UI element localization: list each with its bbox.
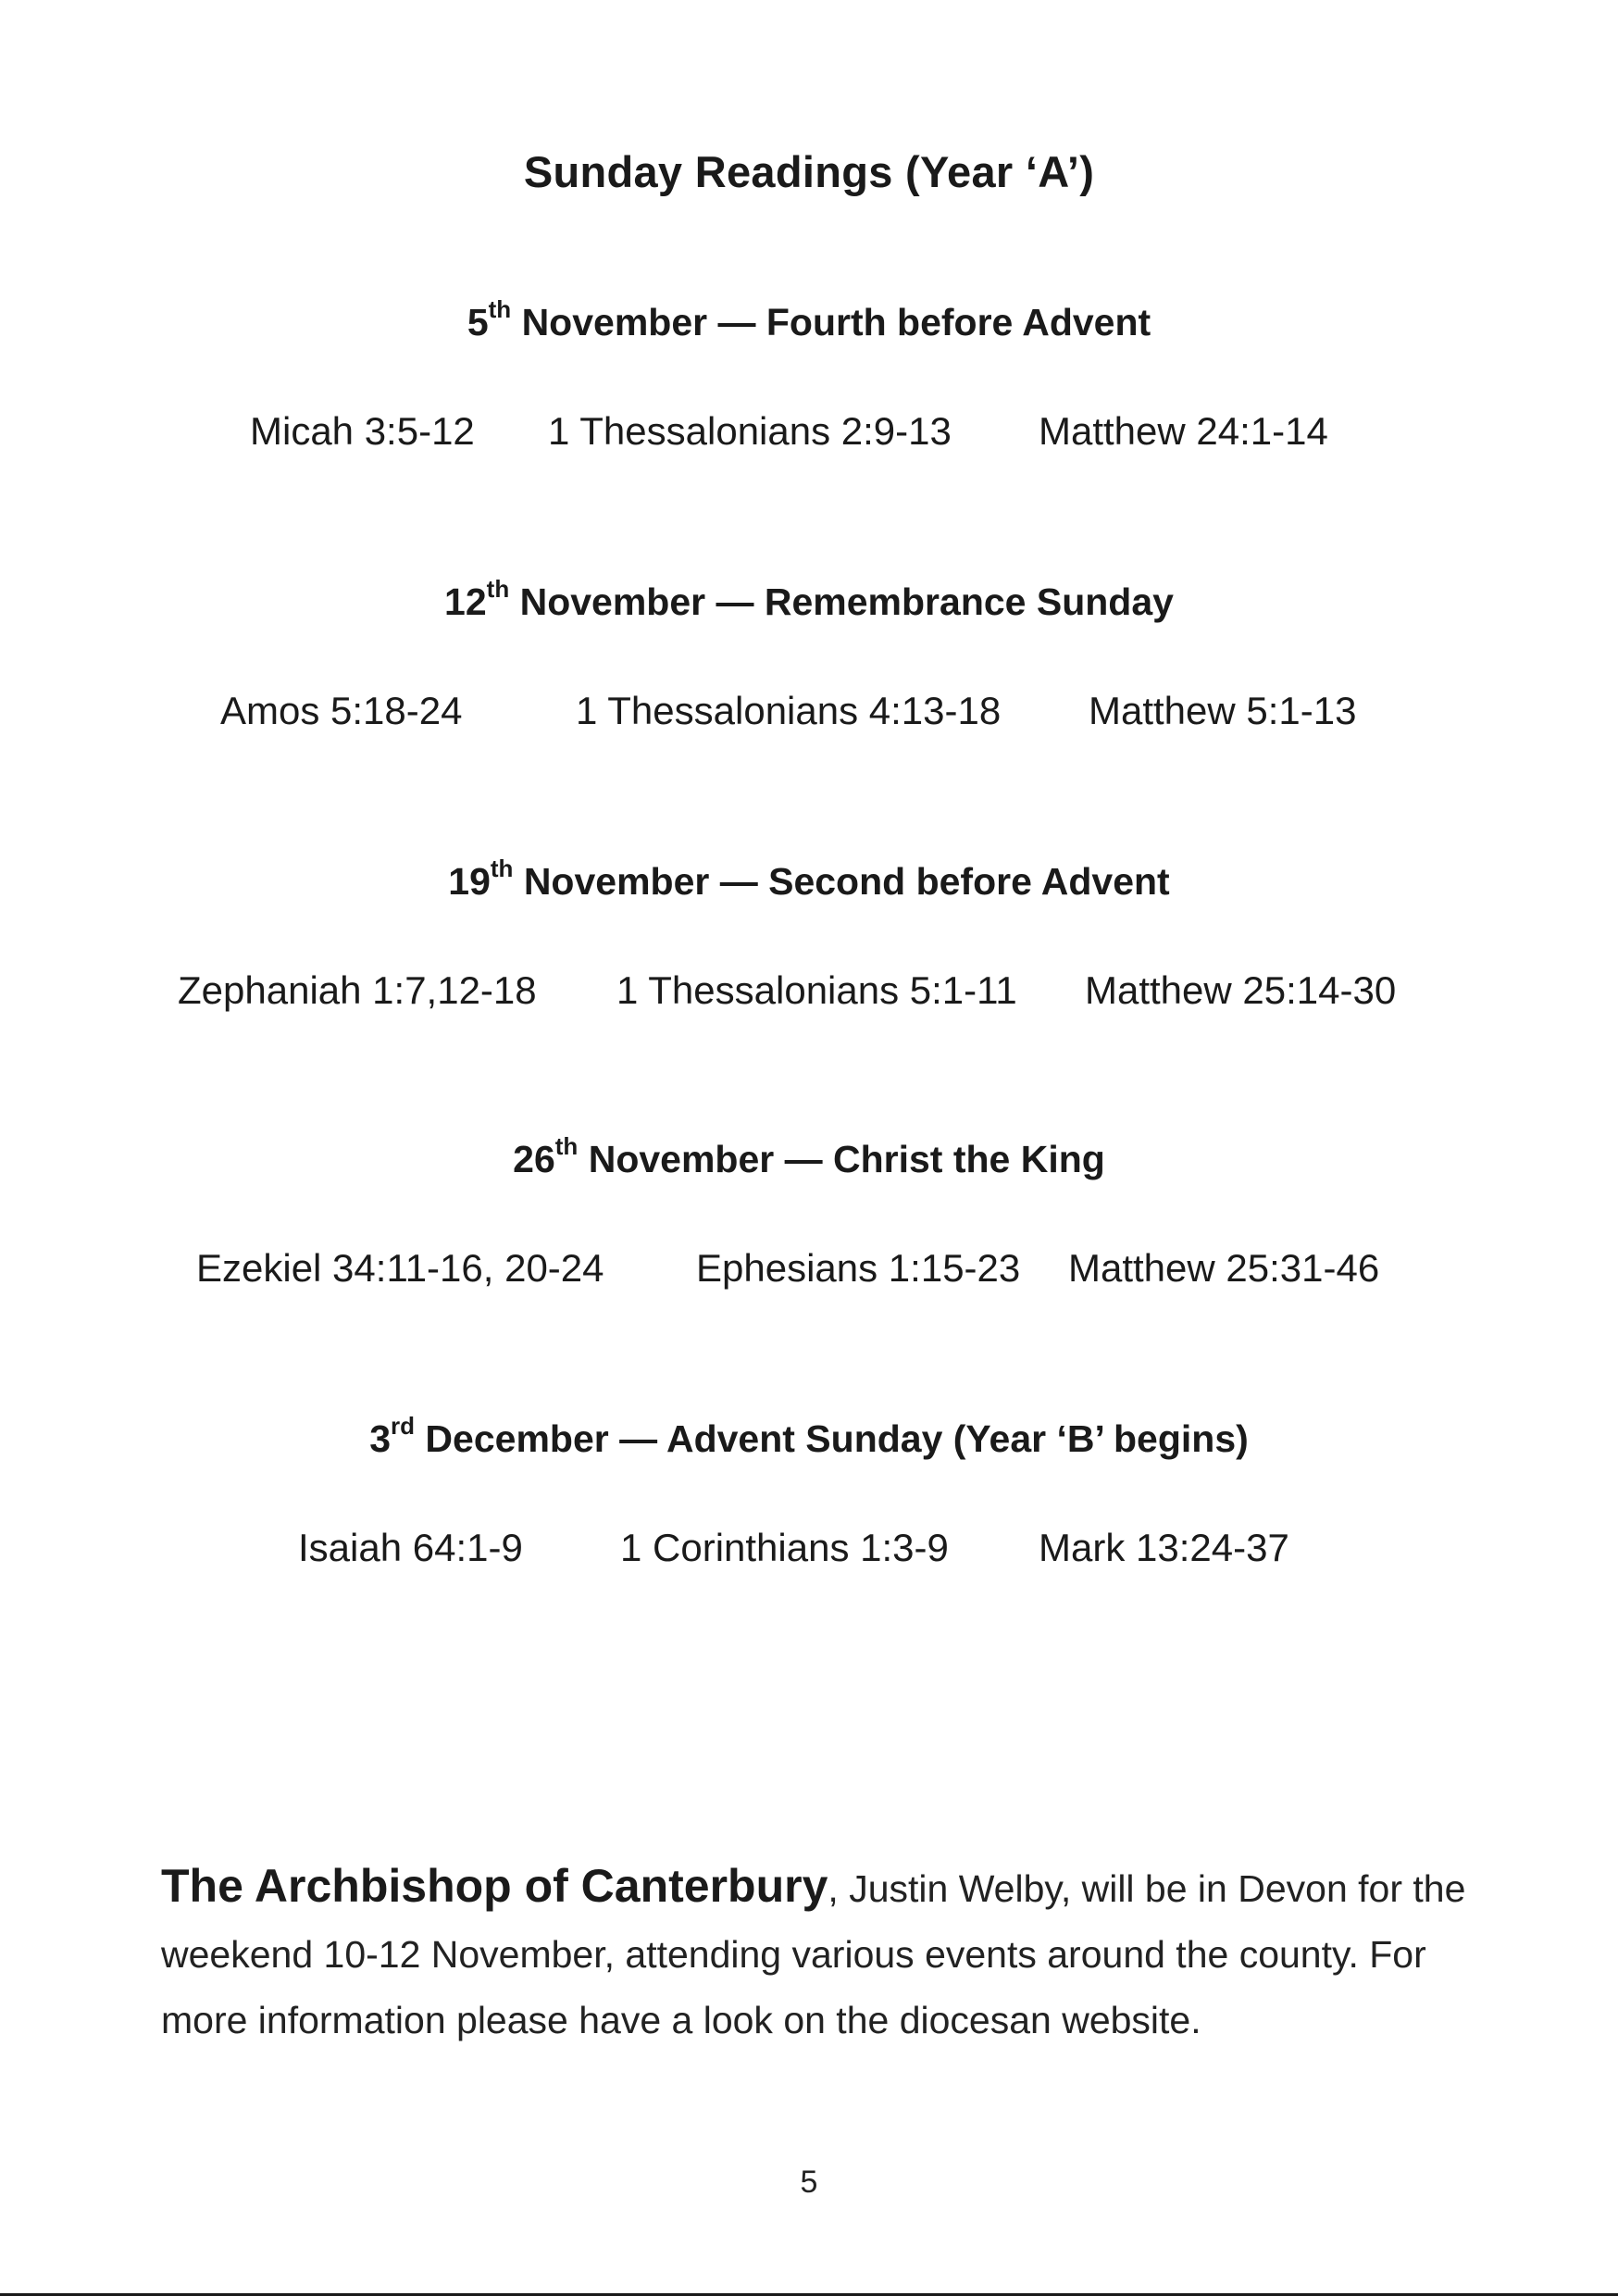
gospel-reference: Matthew 5:1-13 <box>1089 689 1357 732</box>
reading-references <box>0 1241 1618 1296</box>
reading-occasion: November — Remembrance Sunday <box>509 580 1174 623</box>
notice-lead: The Archbishop of Canterbury <box>161 1860 828 1912</box>
old-testament-reference: Zephaniah 1:7,12-18 <box>178 968 537 1012</box>
old-testament-reference: Ezekiel 34:11-16, 20-24 <box>196 1246 604 1290</box>
old-testament-reference: Amos 5:18-24 <box>220 689 463 732</box>
reading-day: 5 <box>467 301 489 343</box>
reading-day-suffix: th <box>490 855 514 883</box>
reading-day: 19 <box>448 860 491 903</box>
reading-day-suffix: th <box>488 295 512 324</box>
reading-occasion: November — Christ the King <box>578 1138 1105 1180</box>
reading-day: 26 <box>513 1138 555 1180</box>
old-testament-reference: Isaiah 64:1-9 <box>298 1526 523 1569</box>
reading-references <box>0 1520 1618 1576</box>
reading-occasion: November — Second before Advent <box>513 860 1170 903</box>
reading-heading <box>0 574 1618 630</box>
reading-day-suffix: th <box>554 1132 579 1161</box>
epistle-reference: 1 Thessalonians 5:1-11 <box>616 968 1017 1012</box>
reading-block <box>0 854 1618 1018</box>
reading-references <box>0 963 1618 1018</box>
reading-day: 12 <box>444 580 487 623</box>
reading-heading <box>0 294 1618 350</box>
page-title: Sunday Readings (Year ‘A’) <box>523 147 1095 196</box>
reading-day-suffix: th <box>486 575 510 604</box>
epistle-reference: 1 Thessalonians 2:9-13 <box>548 409 952 453</box>
reading-day-suffix: rd <box>391 1412 416 1441</box>
reading-references <box>0 404 1618 459</box>
reading-block <box>0 1131 1618 1296</box>
epistle-reference: 1 Thessalonians 4:13-18 <box>576 689 1002 732</box>
notice-body: , Justin Welby, will be in Devon for the weekend 10-12 November, attending various events around the county. For more information please have a look on the diocesan website. <box>161 1867 1466 2041</box>
reading-heading <box>0 1131 1618 1187</box>
reading-references <box>0 683 1618 739</box>
reading-block <box>0 1411 1618 1576</box>
reading-block <box>0 294 1618 459</box>
gospel-reference: Mark 13:24-37 <box>1039 1526 1289 1569</box>
old-testament-reference: Micah 3:5-12 <box>250 409 475 453</box>
reading-heading <box>0 854 1618 909</box>
page-number: 5 <box>800 2165 818 2200</box>
reading-occasion: November — Fourth before Advent <box>511 301 1151 343</box>
gospel-reference: Matthew 25:31-46 <box>1068 1246 1380 1290</box>
reading-occasion: December — Advent Sunday (Year ‘B’ begins) <box>415 1417 1249 1460</box>
reading-day: 3 <box>369 1417 392 1460</box>
gospel-reference: Matthew 24:1-14 <box>1039 409 1328 453</box>
archbishop-notice <box>161 1853 1475 2053</box>
reading-block <box>0 574 1618 739</box>
reading-heading <box>0 1411 1618 1466</box>
epistle-reference: Ephesians 1:15-23 <box>696 1246 1021 1290</box>
gospel-reference: Matthew 25:14-30 <box>1085 968 1397 1012</box>
epistle-reference: 1 Corinthians 1:3-9 <box>620 1526 949 1569</box>
